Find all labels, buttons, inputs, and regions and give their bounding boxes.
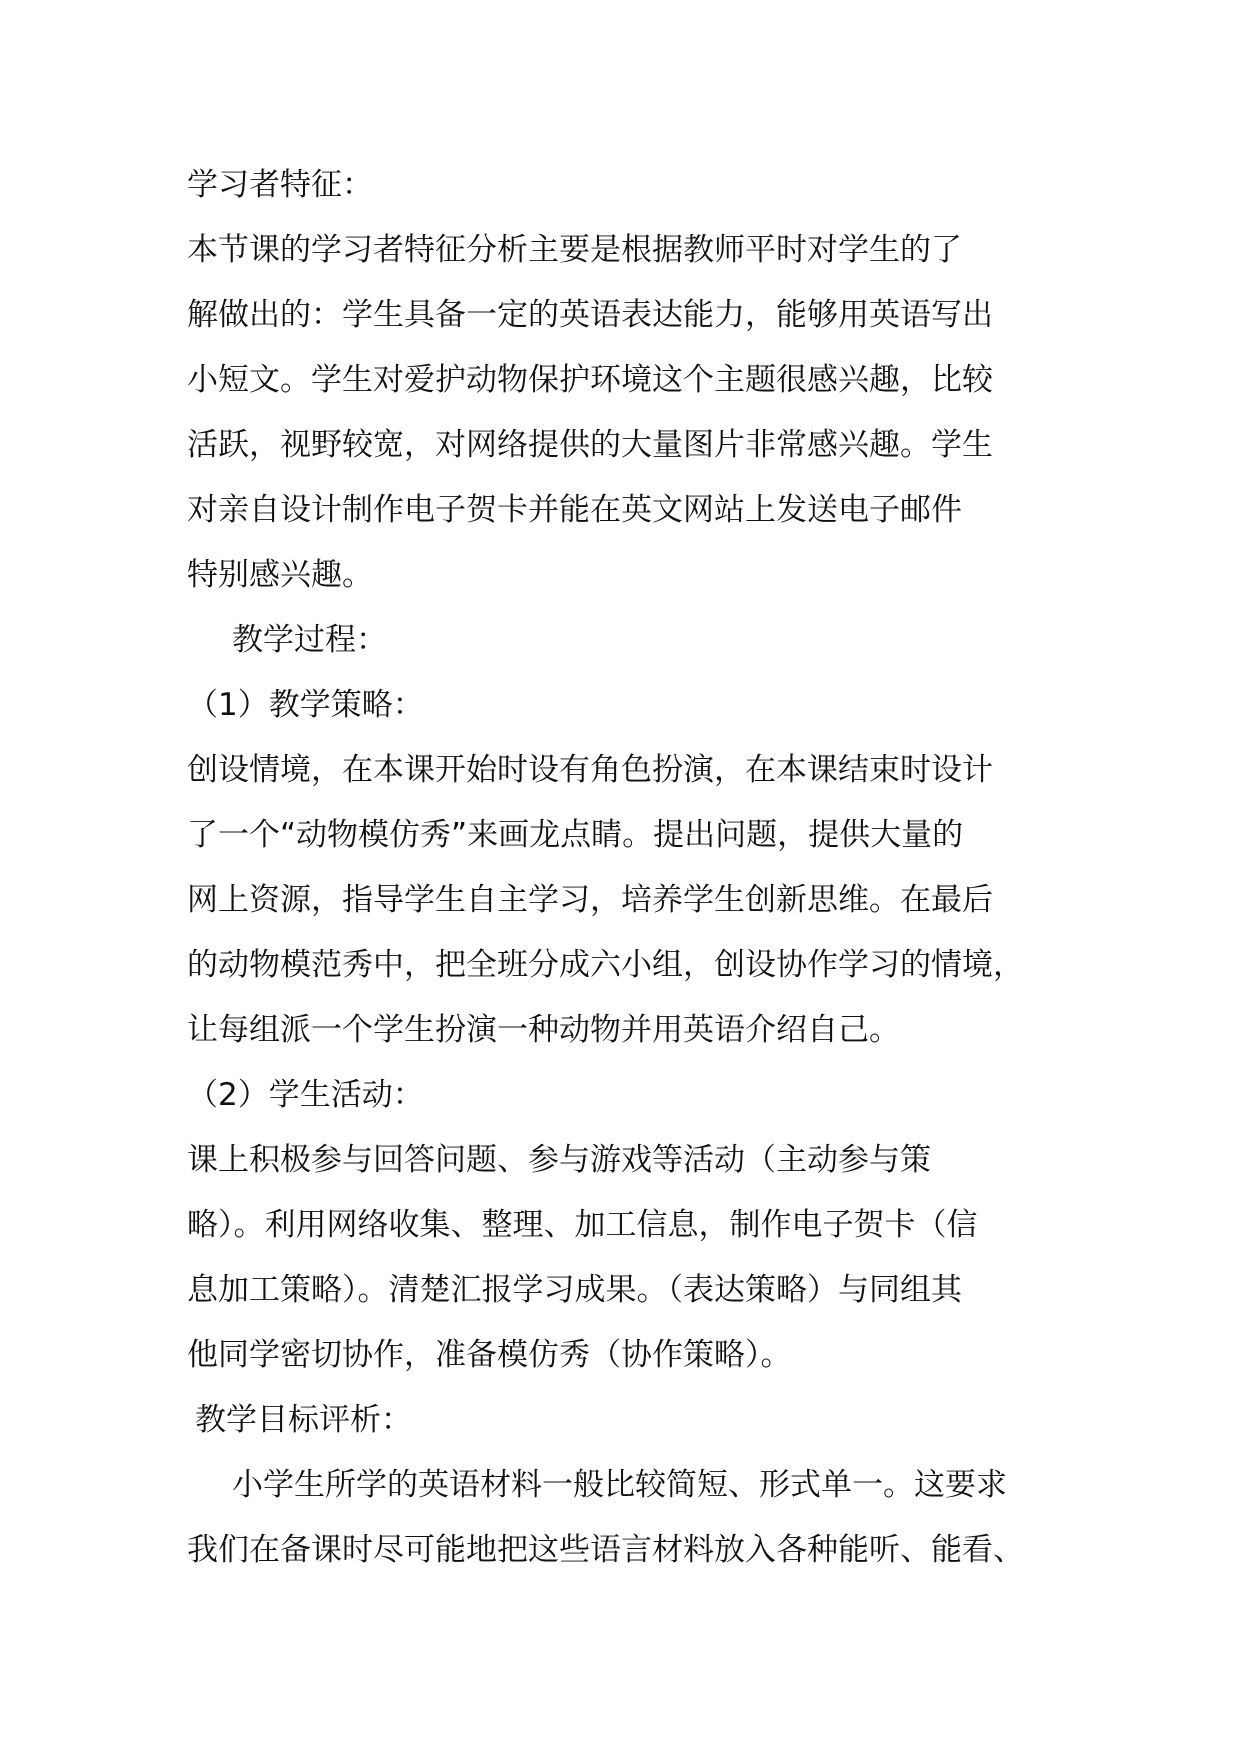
paragraph-line: 对亲自设计制作电子贺卡并能在英文网站上发送电子邮件 bbox=[187, 492, 962, 528]
paragraph-line: 我们在备课时尽可能地把这些语言材料放入各种能听、能看、 bbox=[187, 1532, 1024, 1568]
subheading-student-activities: （2）学生活动： bbox=[187, 1077, 424, 1113]
paragraph-line: 特别感兴趣。 bbox=[187, 557, 373, 593]
paragraph-line: 略）。利用网络收集、整理、加工信息，制作电子贺卡（信 bbox=[187, 1207, 978, 1243]
paragraph-line: 网上资源，指导学生自主学习，培养学生创新思维。在最后 bbox=[187, 882, 993, 918]
paragraph-line: 本节课的学习者特征分析主要是根据教师平时对学生的了 bbox=[187, 232, 962, 268]
paragraph-line: 解做出的：学生具备一定的英语表达能力，能够用英语写出 bbox=[187, 297, 993, 333]
paragraph-line: 课上积极参与回答问题、参与游戏等活动（主动参与策 bbox=[187, 1142, 931, 1178]
paragraph-line: 小学生所学的英语材料一般比较简短、形式单一。这要求 bbox=[232, 1467, 1007, 1503]
paragraph-line: 息加工策略）。清楚汇报学习成果。（表达策略）与同组其 bbox=[187, 1272, 962, 1308]
paragraph-line: 活跃，视野较宽，对网络提供的大量图片非常感兴趣。学生 bbox=[187, 427, 993, 463]
paragraph-line: 的动物模范秀中，把全班分成六小组，创设协作学习的情境， bbox=[187, 947, 1024, 983]
paragraph-line: 让每组派一个学生扮演一种动物并用英语介绍自己。 bbox=[187, 1012, 900, 1048]
paragraph-line: 小短文。学生对爱护动物保护环境这个主题很感兴趣，比较 bbox=[187, 362, 993, 398]
paragraph-line: 了一个“动物模仿秀”来画龙点睛。提出问题，提供大量的 bbox=[187, 817, 964, 853]
paragraph-line: 他同学密切协作，准备模仿秀（协作策略）。 bbox=[187, 1337, 792, 1373]
subheading-teaching-strategy: （1）教学策略： bbox=[187, 687, 424, 723]
heading-learner-characteristics: 学习者特征： bbox=[187, 167, 373, 203]
heading-teaching-objectives-analysis: 教学目标评析： bbox=[195, 1402, 412, 1438]
paragraph-line: 创设情境，在本课开始时设有角色扮演，在本课结束时设计 bbox=[187, 752, 993, 788]
heading-teaching-process: 教学过程： bbox=[232, 622, 387, 658]
